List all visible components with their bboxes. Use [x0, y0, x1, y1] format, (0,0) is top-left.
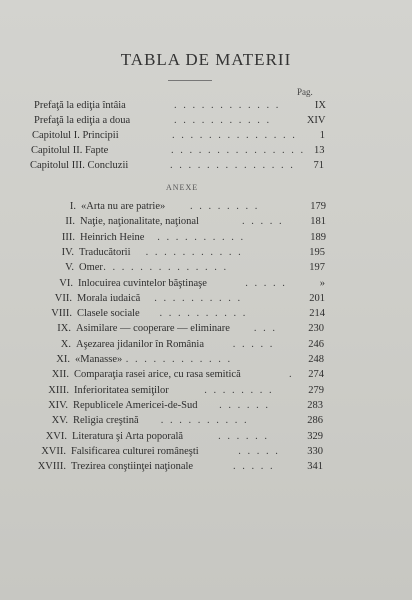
anexe-number: XIV.	[48, 400, 68, 411]
toc-page-number: 274	[308, 369, 324, 380]
anexe-number: IX.	[57, 323, 71, 334]
toc-page-number: 197	[309, 262, 325, 273]
toc-page-number: 189	[310, 232, 326, 243]
anexe-label: Trezirea conştiinţei naţionale	[71, 461, 194, 472]
anexe-heading: ANEXE	[166, 183, 199, 192]
anexe-label: Literatura şi Arta poporală	[72, 431, 184, 442]
anexe-number: X.	[60, 339, 71, 350]
anexe-row	[0, 231, 412, 244]
toc-page-number: 214	[309, 308, 325, 319]
toc-leader-dots: . . . . . .	[218, 431, 269, 442]
anexe-row	[0, 307, 412, 320]
toc-leader-dots: . . . . . . . . . . . .	[125, 354, 233, 365]
anexe-label: Inferioritatea semiţilor	[74, 385, 169, 396]
anexe-row	[0, 215, 412, 228]
anexe-number: III.	[61, 232, 75, 243]
anexe-label: Inlocuirea cuvintelor băştinaşe	[78, 278, 207, 289]
anexe-row	[0, 384, 412, 397]
anexe-number: XVI.	[45, 431, 67, 442]
anexe-label: Clasele sociale	[77, 308, 140, 319]
toc-leader-dots: . . . . . . . .	[204, 385, 274, 396]
toc-row	[0, 129, 412, 142]
anexe-row	[0, 277, 412, 290]
toc-leader-dots: . . . . . . . . . .	[159, 308, 248, 319]
page-column-header: Pag.	[297, 87, 313, 97]
toc-page-number: 246	[308, 339, 324, 350]
anexe-row	[0, 414, 412, 427]
anexe-label: Omer	[79, 262, 103, 273]
anexe-row	[0, 460, 412, 473]
toc-page-number: 71	[313, 160, 324, 171]
anexe-number: V.	[65, 262, 74, 273]
anexe-number: VII.	[54, 293, 72, 304]
anexe-number: II.	[65, 216, 75, 227]
page-title: TABLA DE MATERII	[120, 50, 292, 69]
toc-page-number: 286	[307, 415, 323, 426]
toc-leader-dots: . . . . . . . . . . . . . . .	[171, 145, 306, 156]
toc-page-number: 1	[319, 130, 325, 141]
anexe-row	[0, 368, 412, 381]
toc-page-number: 179	[310, 201, 326, 212]
anexe-label: Comparaţia rasei arice, cu rasa semitică	[74, 369, 241, 380]
toc-page-number: 230	[308, 323, 324, 334]
toc-leader-dots: . . . . . . . .	[190, 201, 260, 212]
anexe-label: Aşezarea jidanilor în România	[76, 339, 204, 350]
anexe-label: Naţie, naţionalitate, naţional	[80, 216, 199, 227]
toc-page-number: 341	[307, 461, 323, 472]
toc-leader-dots: . . . . . . . . . . . .	[174, 100, 281, 111]
toc-leader-dots: . . . . . . . . . .	[157, 232, 246, 243]
anexe-row	[0, 445, 412, 458]
toc-page-number: 181	[310, 216, 326, 227]
toc-page-number: XIV	[306, 115, 326, 126]
toc-leader-dots: . . . . . . . . . .	[160, 415, 249, 426]
toc-leader-dots: . . . . . . . . . . . . . .	[170, 160, 295, 171]
anexe-number: XIII.	[48, 385, 69, 396]
toc-leader-dots: . . . . .	[232, 339, 275, 350]
anexe-number: VIII.	[51, 308, 72, 319]
anexe-row	[0, 353, 412, 366]
toc-entry-label: Prefaţă la ediţia a doua	[34, 115, 131, 126]
toc-page-number: »	[319, 278, 325, 289]
toc-row	[0, 144, 412, 157]
toc-entry-label: Capitolul I. Principii	[32, 130, 119, 141]
anexe-number: XVII.	[41, 446, 66, 457]
toc-leader-dots: . . . . . . . . . .	[154, 293, 243, 304]
anexe-row	[0, 338, 412, 351]
toc-leader-dots: . . . . .	[238, 446, 280, 457]
toc-page-number: 329	[307, 431, 323, 442]
anexe-number: XV.	[51, 415, 68, 426]
toc-entry-label: Capitolul III. Concluzii	[30, 160, 129, 171]
toc-page-number: 248	[308, 354, 324, 365]
toc-leader-dots: . . . . . . . . . . . . . .	[172, 130, 297, 141]
anexe-number: I.	[69, 201, 76, 212]
toc-leader-dots: . . . . .	[245, 278, 287, 289]
toc-page-number: 283	[307, 400, 323, 411]
anexe-row	[0, 430, 412, 443]
anexe-label: Morala iudaică	[77, 293, 141, 304]
anexe-number: XI.	[56, 354, 70, 365]
anexe-row	[0, 246, 412, 259]
anexe-row	[0, 261, 412, 274]
toc-page-number: 279	[308, 385, 324, 396]
anexe-label: Republicele Americei-de-Sud	[73, 400, 198, 411]
toc-leader-dots: . . . . . . . . . . .	[174, 115, 272, 126]
toc-page-number: 201	[309, 293, 325, 304]
toc-leader-dots: . . . . .	[233, 461, 275, 472]
anexe-label: Heinrich Heine	[80, 232, 145, 243]
toc-leader-dots: . . .	[253, 323, 278, 334]
anexe-number: XVIII.	[37, 461, 66, 472]
anexe-number: IV.	[61, 247, 74, 258]
toc-row	[0, 114, 412, 127]
title-divider	[168, 80, 212, 81]
toc-entry-label: Capitolul II. Fapte	[31, 145, 109, 156]
anexe-label: Falsificarea culturei româneşti	[71, 446, 199, 457]
anexe-row	[0, 399, 412, 412]
toc-page-number: IX	[314, 100, 326, 111]
anexe-label: Asimilare — cooperare — eliminare	[76, 323, 230, 334]
toc-leader-dots: . . . . . .	[219, 400, 270, 411]
anexe-number: VI.	[59, 278, 73, 289]
anexe-number: XII.	[51, 369, 69, 380]
toc-row	[0, 159, 412, 172]
toc-page-number: 195	[309, 247, 325, 258]
anexe-row	[0, 292, 412, 305]
anexe-row	[0, 200, 412, 213]
anexe-label: Traducătorii	[79, 247, 131, 258]
toc-row	[0, 99, 412, 112]
toc-page-number: 13	[314, 145, 325, 156]
anexe-row	[0, 322, 412, 335]
toc-leader-dots: .	[289, 369, 294, 380]
anexe-label: «Arta nu are patrie»	[81, 201, 166, 212]
anexe-label: Religia creştină	[73, 415, 139, 426]
toc-page-number: 330	[307, 446, 323, 457]
toc-entry-label: Prefaţă la ediţia întâia	[34, 100, 126, 111]
anexe-label: «Manasse»	[75, 354, 123, 365]
toc-leader-dots: . . . . . . . . . . . . . .	[103, 262, 229, 273]
toc-leader-dots: . . . . . . . . . . .	[145, 247, 243, 258]
toc-leader-dots: . . . . .	[242, 216, 284, 227]
